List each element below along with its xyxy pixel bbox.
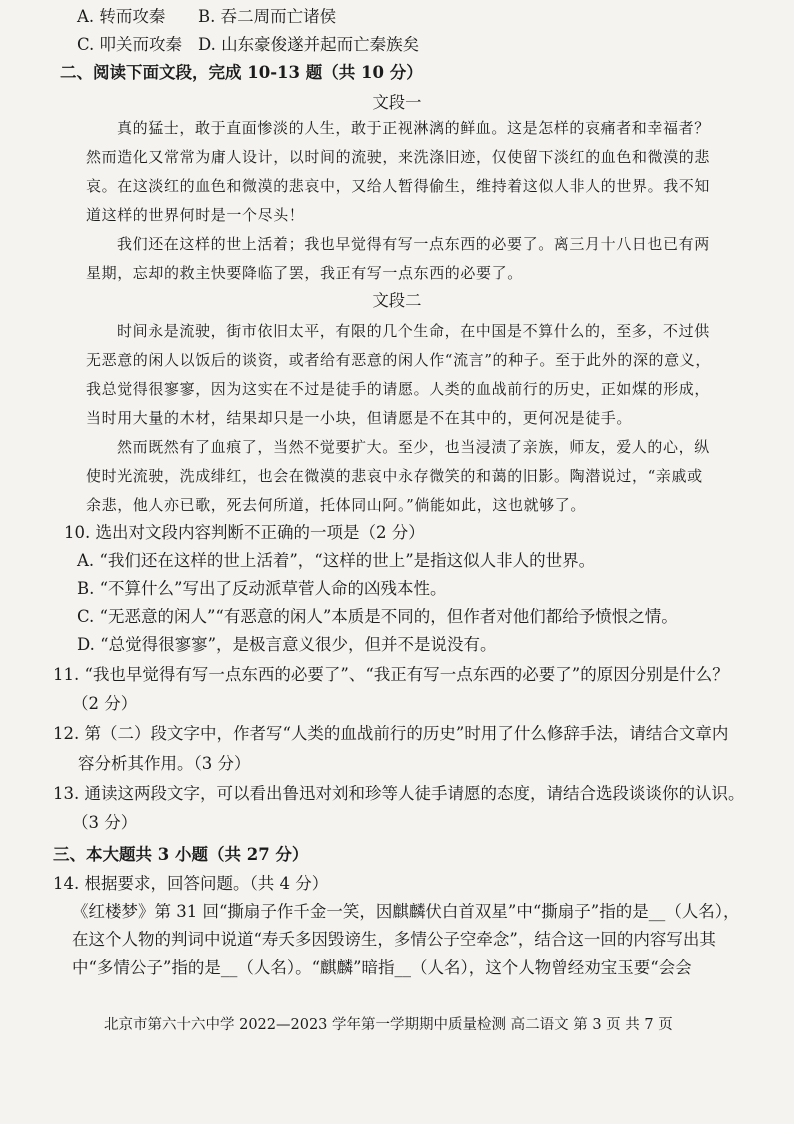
passage1-line: 然而造化又常常为庸人设计，以时间的流驶，来洗涤旧迹，仅使留下淡红的血色和微漠的悲 <box>86 148 711 166</box>
q14-line: 《红楼梦》第 31 回“撕扇子作千金一笑，因麒麟伏白首双星”中“撕扇子”指的是__（人名）， <box>72 902 740 921</box>
passage1-title: 文段一 <box>372 93 422 112</box>
passage1-line: 道这样的世界何时是一个尽头！ <box>86 206 305 224</box>
passage2-line: 余悲，他人亦已歌，死去何所道，托体同山阿。”倘能如此，这也就够了。 <box>86 496 586 514</box>
q10-option-a: A. “我们还在这样的世上活着”，“这样的世上”是指这似人非人的世界。 <box>77 551 596 570</box>
q14-stem: 14. 根据要求，回答问题。（共 4 分） <box>53 874 329 893</box>
passage2-line: 无恶意的闲人以饭后的谈资，或者给有恶意的闲人作“流言”的种子。至于此外的深的意义， <box>86 351 711 369</box>
passage1-line: 真的猛士，敢于直面惨淡的人生，敢于正视淋漓的鲜血。这是怎样的哀痛者和幸福者？ <box>117 119 710 137</box>
option-d: D. 山东豪俊遂并起而亡秦族矣 <box>198 35 420 54</box>
option-b: B. 吞二周而亡诸侯 <box>198 7 337 26</box>
option-a: A. 转而攻秦 <box>77 7 166 26</box>
q12-line1: 12. 第（二）段文字中，作者写“人类的血战前行的历史”时用了什么修辞手法，请结合文章内 <box>53 724 729 743</box>
option-c: C. 叩关而攻秦 <box>77 35 183 54</box>
passage2-line: 使时光流驶，洗成绯红，也会在微漠的悲哀中永存微笑的和蔼的旧影。陶潜说过，“亲戚或 <box>86 467 703 485</box>
section3-heading: 三、本大题共 3 小题（共 27 分） <box>53 845 309 864</box>
passage2-title: 文段二 <box>372 291 422 310</box>
q13-line1: 13. 通读这两段文字，可以看出鲁迅对刘和珍等人徒手请愿的态度，请结合选段谈谈你的认识。 <box>53 784 745 803</box>
q13-line2: （3 分） <box>72 813 138 832</box>
q11-line2: （2 分） <box>72 694 138 713</box>
passage1-line: 星期，忘却的救主快要降临了罢，我正有写一点东西的必要了。 <box>86 264 523 282</box>
page-footer: 北京市第六十六中学 2022—2023 学年第一学期期中质量检测 高二语文 第 3 页 共 7 页 <box>104 1017 673 1033</box>
q10-option-b: B. “不算什么”写出了反动派草菅人命的凶残本性。 <box>77 579 447 598</box>
passage2-line: 我总觉得很寥寥，因为这实在不过是徒手的请愿。人类的血战前行的历史，正如煤的形成， <box>86 380 711 398</box>
q11-line1: 11. “我也早觉得有写一点东西的必要了”、“我正有写一点东西的必要了”的原因分别是什么？ <box>53 665 729 684</box>
passage2-line: 然而既然有了血痕了，当然不觉要扩大。至少，也当浸渍了亲族，师友，爱人的心，纵 <box>117 438 710 456</box>
q12-line2: 容分析其作用。（3 分） <box>78 754 251 773</box>
q14-line: 在这个人物的判词中说道“寿夭多因毁谤生，多情公子空牵念”，结合这一回的内容写出其 <box>72 930 716 949</box>
passage1-line: 我们还在这样的世上活着；我也早觉得有写一点东西的必要了。离三月十八日也已有两 <box>117 235 710 253</box>
passage1-line: 哀。在这淡红的血色和微漠的悲哀中，又给人暂得偷生，维持着这似人非人的世界。我不知 <box>86 177 711 195</box>
section2-heading: 二、阅读下面文段，完成 10-13 题（共 10 分） <box>60 63 423 82</box>
q14-line: 中“多情公子”指的是__（人名）。“麒麟”暗指__（人名），这个人物曾经劝宝玉要“会会 <box>72 958 692 977</box>
q10-stem: 10. 选出对文段内容判断不正确的一项是（2 分） <box>64 523 425 542</box>
q10-option-d: D. “总觉得很寥寥”，是极言意义很少，但并不是说没有。 <box>77 635 497 654</box>
passage2-line: 当时用大量的木材，结果却只是一小块，但请愿是不在其中的，更何况是徒手。 <box>86 409 633 427</box>
q10-option-c: C. “无恶意的闲人”“有恶意的闲人”本质是不同的，但作者对他们都给予愤恨之情。 <box>77 607 678 626</box>
passage2-line: 时间永是流驶，街市依旧太平，有限的几个生命，在中国是不算什么的，至多，不过供 <box>117 322 710 340</box>
